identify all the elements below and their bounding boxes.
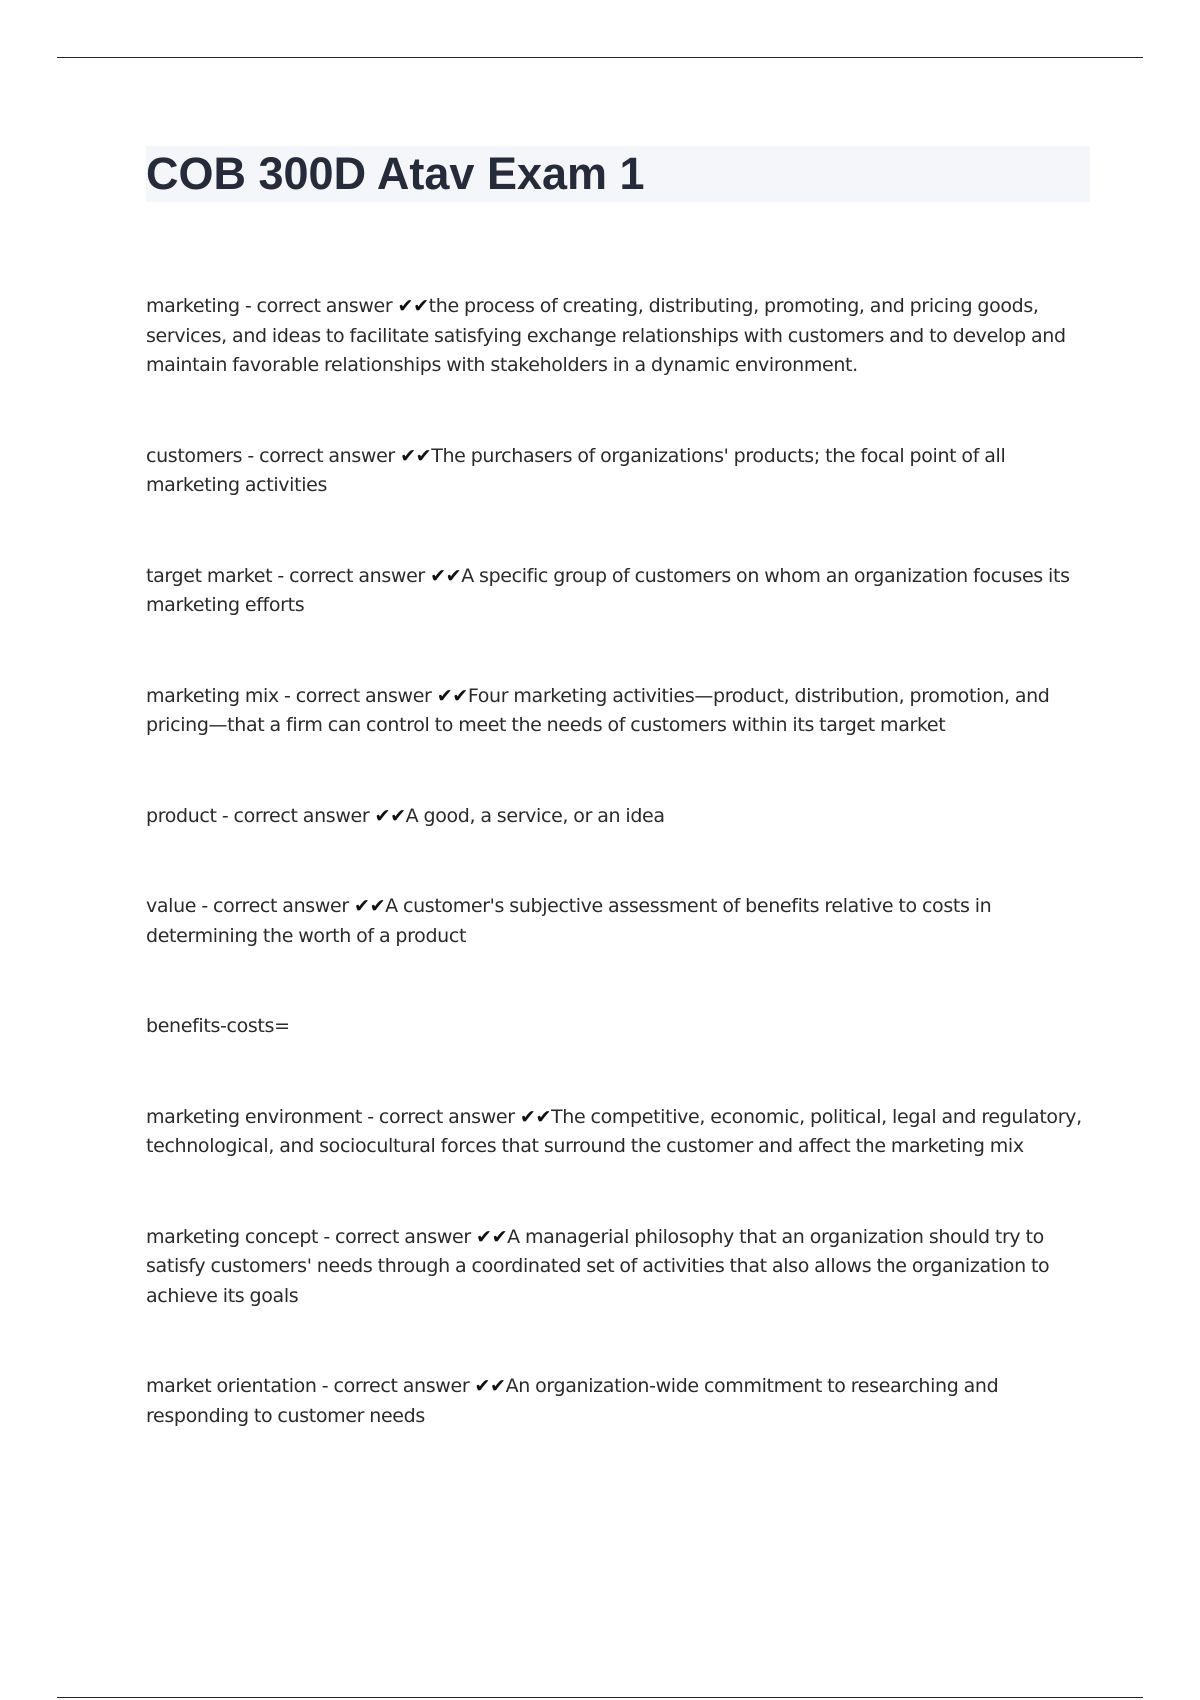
entry-term: customers - correct answer xyxy=(146,444,401,467)
list-item-note: benefits-costs= xyxy=(146,1015,290,1037)
list-item-marketing xyxy=(146,292,1090,381)
list-item-market-orientation xyxy=(146,1372,1090,1431)
entry-term: marketing concept - correct answer xyxy=(146,1225,477,1248)
entry-definition: A managerial philosophy that an organization should try to satisfy customers' needs through a coordinated set of activities that also allows the organization to achieve its goals xyxy=(146,1225,1050,1307)
double-check-icon: ✔✔ xyxy=(519,1105,552,1128)
list-item-product xyxy=(146,802,1090,832)
entry-term: value - correct answer xyxy=(146,895,355,917)
entry-definition: A customer's subjective assessment of benefits relative to costs in determining the worth of a product xyxy=(146,895,992,947)
double-check-icon: ✔✔ xyxy=(374,804,406,827)
entry-term: product - correct answer xyxy=(146,804,375,827)
entry-term: market orientation - correct answer xyxy=(146,1375,475,1397)
document-page xyxy=(146,146,1090,1492)
entry-definition: Four marketing activities—product, distribution, promotion, and pricing—that a firm can control to meet the needs of customers within its target market xyxy=(146,684,1050,736)
page-title: COB 300D Atav Exam 1 xyxy=(146,148,645,199)
entry-definition: The purchasers of organizations' products; the focal point of all marketing activities xyxy=(146,444,1006,496)
list-item-target-market xyxy=(146,562,1090,621)
double-check-icon: ✔✔ xyxy=(400,444,432,467)
list-item-marketing-environment xyxy=(146,1103,1090,1162)
list-item-value xyxy=(146,892,1090,951)
entry-definition: A specific group of customers on whom an organization focuses its marketing efforts xyxy=(146,564,1070,616)
entry-definition: the process of creating, distributing, promoting, and pricing goods, services, and ideas to facilitate satisfying exchange relationships with customers and to develop and maintain favorable relationships with stakeholders in a dynamic environment. xyxy=(146,295,1066,376)
bottom-rule xyxy=(57,1697,1143,1698)
double-check-icon: ✔✔ xyxy=(474,1375,506,1397)
double-check-icon: ✔✔ xyxy=(430,564,462,587)
double-check-icon: ✔✔ xyxy=(397,295,429,317)
entry-term: target market - correct answer xyxy=(146,564,431,587)
list-item-marketing-mix xyxy=(146,682,1090,741)
entry-definition: A good, a service, or an idea xyxy=(405,804,665,827)
entry-term: marketing environment - correct answer xyxy=(146,1105,520,1128)
double-check-icon: ✔✔ xyxy=(436,684,468,707)
list-item-marketing-concept xyxy=(146,1223,1090,1312)
double-check-icon: ✔✔ xyxy=(476,1225,508,1248)
entry-term: marketing - correct answer xyxy=(146,295,398,317)
flashcard-list xyxy=(146,292,1090,1431)
list-item-customers xyxy=(146,442,1090,501)
double-check-icon: ✔✔ xyxy=(354,895,386,917)
title-banner xyxy=(146,146,1090,202)
entry-term: marketing mix - correct answer xyxy=(146,684,437,707)
top-rule xyxy=(57,57,1143,58)
entry-definition: An organization-wide commitment to researching and responding to customer needs xyxy=(146,1375,999,1427)
entry-definition: The competitive, economic, political, legal and regulatory, technological, and sociocultural forces that surround the customer and affect the marketing mix xyxy=(146,1105,1082,1157)
